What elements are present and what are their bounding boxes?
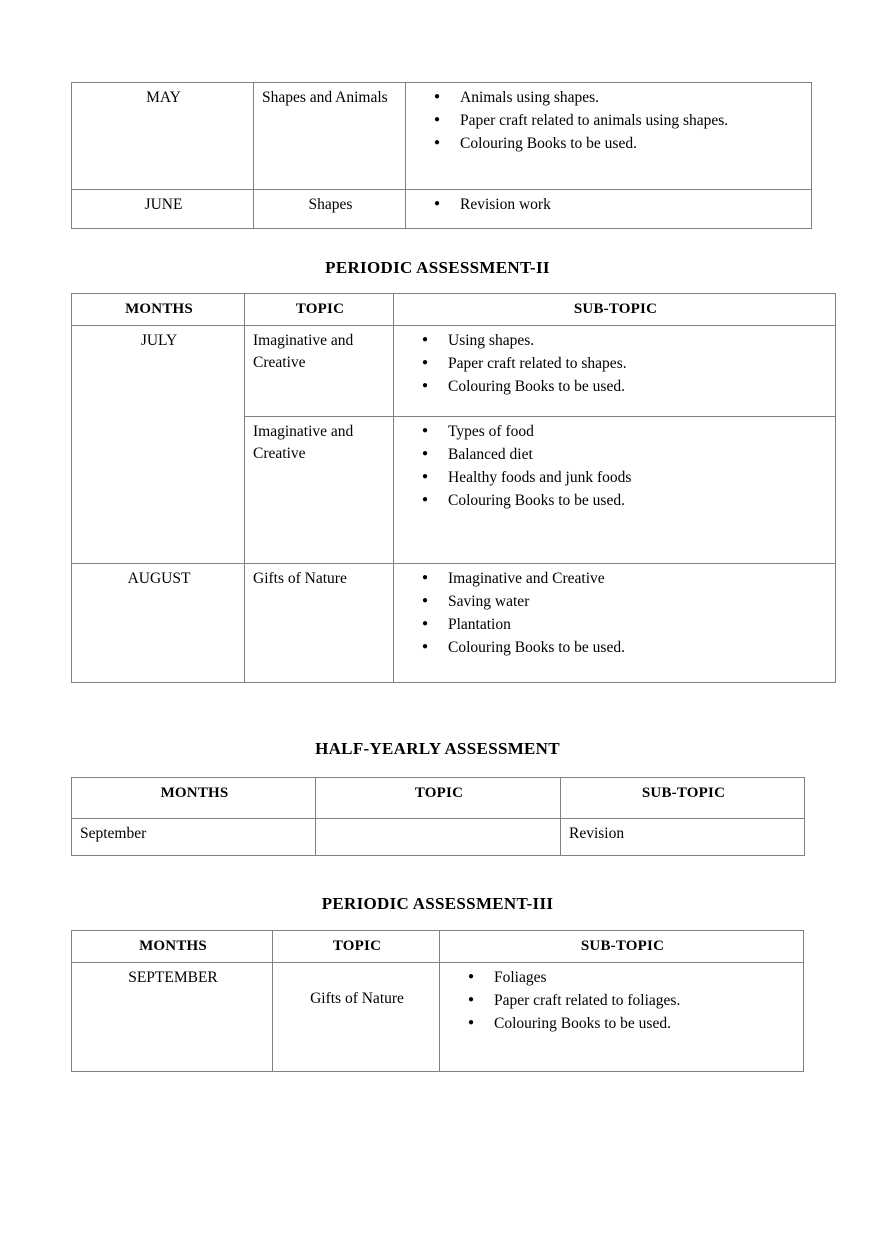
cell-month: September — [72, 819, 316, 856]
list-item: ● Colouring Books to be used. — [494, 1013, 797, 1035]
cell-subtopic — [394, 326, 836, 417]
table-periodic-assessment-2 — [71, 293, 836, 683]
list-item: ● Colouring Books to be used. — [448, 490, 829, 512]
subtopic-list — [402, 330, 829, 398]
list-item: ● Animals using shapes. — [460, 87, 805, 109]
cell-month: JULY — [72, 326, 245, 564]
list-item: ● Saving water — [448, 591, 829, 613]
column-header-months: MONTHS — [72, 294, 245, 326]
table-row — [72, 564, 836, 683]
list-item: ● Paper craft related to animals using shapes. — [460, 110, 805, 132]
table-header-row — [72, 778, 805, 819]
cell-topic: Imaginative and Creative — [245, 326, 394, 417]
table-periodic-assessment-3 — [71, 930, 804, 1072]
column-header-subtopic: SUB-TOPIC — [394, 294, 836, 326]
table-row — [72, 963, 804, 1072]
subtopic-list — [414, 87, 805, 155]
list-item: ● Healthy foods and junk foods — [448, 467, 829, 489]
section-title-periodic-assessment-3: PERIODIC ASSESSMENT-III — [321, 894, 554, 913]
cell-subtopic — [394, 417, 836, 564]
table-header-row — [72, 931, 804, 963]
cell-topic: Gifts of Nature — [245, 564, 394, 683]
cell-month: JUNE — [72, 190, 254, 229]
list-item: ● Types of food — [448, 421, 829, 443]
cell-topic: Shapes and Animals — [254, 83, 406, 190]
column-header-months: MONTHS — [72, 931, 273, 963]
cell-month: MAY — [72, 83, 254, 190]
cell-subtopic — [406, 83, 812, 190]
list-item: ● Revision work — [460, 194, 805, 216]
cell-topic: Gifts of Nature — [273, 963, 440, 1072]
cell-subtopic — [440, 963, 804, 1072]
cell-subtopic — [406, 190, 812, 229]
column-header-topic: TOPIC — [245, 294, 394, 326]
table-row — [72, 190, 812, 229]
table-continued-may-june — [71, 82, 812, 229]
column-header-topic: TOPIC — [316, 778, 561, 819]
section-title-half-yearly-assessment: HALF-YEARLY ASSESSMENT — [315, 739, 560, 758]
list-item: ● Plantation — [448, 614, 829, 636]
subtopic-list — [448, 967, 797, 1035]
list-item: ● Paper craft related to foliages. — [494, 990, 797, 1012]
column-header-subtopic: SUB-TOPIC — [561, 778, 805, 819]
list-item: ● Using shapes. — [448, 330, 829, 352]
table-row — [72, 819, 805, 856]
list-item: ● Colouring Books to be used. — [448, 637, 829, 659]
list-item: ● Foliages — [494, 967, 797, 989]
section-title-periodic-assessment-2: PERIODIC ASSESSMENT-II — [325, 258, 550, 277]
cell-topic: Imaginative and Creative — [245, 417, 394, 564]
table-half-yearly-assessment — [71, 777, 805, 856]
list-item: ● Balanced diet — [448, 444, 829, 466]
subtopic-list — [414, 194, 805, 216]
list-item: ● Colouring Books to be used. — [448, 376, 829, 398]
subtopic-list — [402, 421, 829, 512]
cell-month: AUGUST — [72, 564, 245, 683]
cell-topic: Shapes — [254, 190, 406, 229]
list-item: ● Colouring Books to be used. — [460, 133, 805, 155]
cell-month: SEPTEMBER — [72, 963, 273, 1072]
column-header-topic: TOPIC — [273, 931, 440, 963]
list-item: ● Paper craft related to shapes. — [448, 353, 829, 375]
column-header-subtopic: SUB-TOPIC — [440, 931, 804, 963]
column-header-months: MONTHS — [72, 778, 316, 819]
table-row — [72, 83, 812, 190]
cell-topic — [316, 819, 561, 856]
cell-subtopic: Revision — [561, 819, 805, 856]
list-item: ● Imaginative and Creative — [448, 568, 829, 590]
table-header-row — [72, 294, 836, 326]
subtopic-list — [402, 568, 829, 659]
cell-subtopic — [394, 564, 836, 683]
table-row — [72, 326, 836, 417]
